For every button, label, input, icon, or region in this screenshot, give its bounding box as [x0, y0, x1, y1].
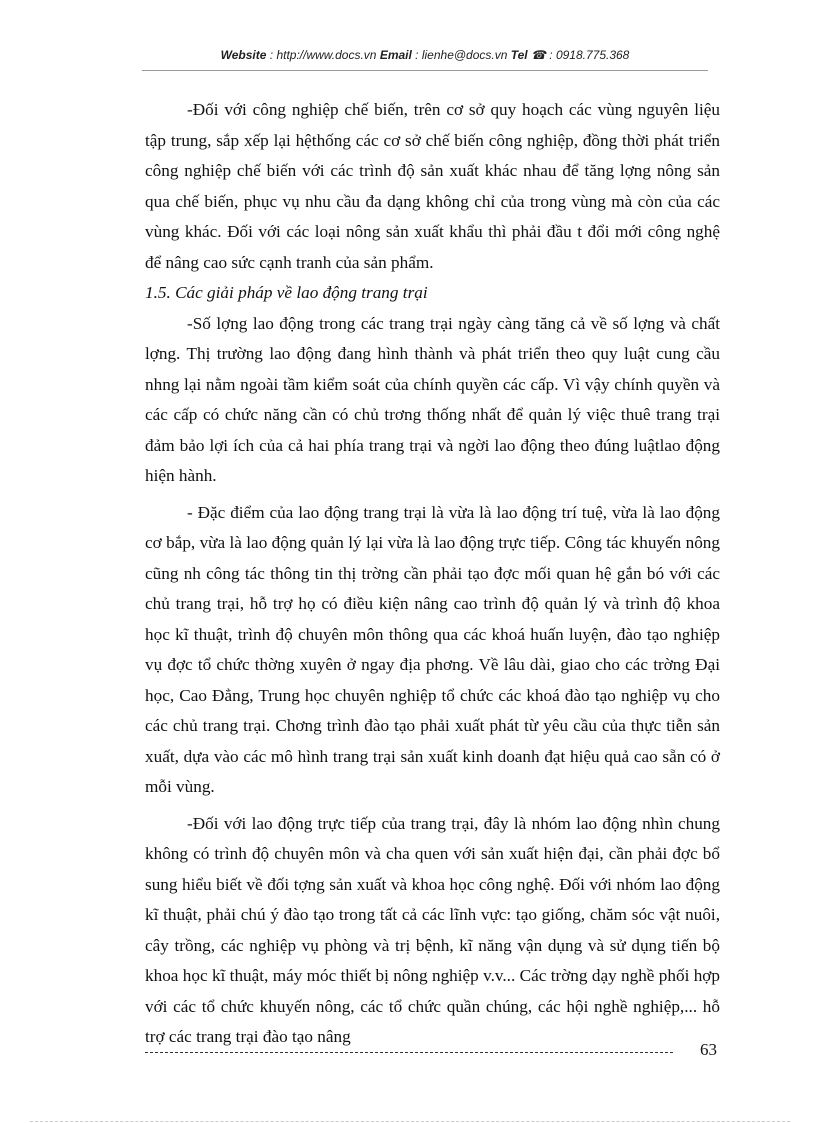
email-link[interactable]: : lienhe@docs.vn [411, 48, 511, 62]
tel-value: ☎ : 0918.775.368 [527, 48, 630, 62]
paragraph-direct-labor: -Đối với lao động trực tiếp của trang trại, đây là nhóm lao động nhìn chung không có trình độ chuyên môn và cha quen với sản xuất hiện đại, cần phải đợc bổ sung hiểu biết về đối tợng sản xuất và khoa học công nghệ. Đối với nhóm lao động kĩ thuật, phải chú ý đào tạo trong tất cả các lĩnh vực: tạo giống, chăm sóc vật nuôi, cây trồng, các nghiệp vụ phòng và trị bệnh, kĩ năng vận dụng và sử dụng tiến bộ khoa học kĩ thuật, máy móc thiết bị nông nghiệp v.v... Các trờng dạy nghề phối hợp với các tổ chức khuyến nông, các tổ chức quần chúng, các hội nghề nghiệp,... hỗ trợ các trang trại đào tạo nâng [145, 813, 720, 1046]
website-label: Website [220, 48, 267, 62]
page-number: 63 [700, 1040, 717, 1059]
paragraph-processing-industry: -Đối với công nghiệp chế biến, trên cơ sở quy hoạch các vùng nguyên liệu tập trung, sắp xếp lại hệthống các cơ sở chế biến công nghiệp, đồng thời phát triển công nghiệp chế biến với các trình độ sản xuất khác nhau để tăng lợng nông sản qua chế biến, phục vụ nhu cầu đa dạng không chỉ của trong vùng mà còn của các vùng khác. Đối với các loại nông sản xuất khẩu thì phải đầu t đổi mới công nghệ để nâng cao sức cạnh tranh của sản phẩm. [145, 100, 720, 272]
section-heading: 1.5. Các giải pháp về lao động trang trại [145, 283, 428, 302]
page-header [145, 48, 705, 62]
paragraph-labor-quantity: -Số lợng lao động trong các trang trại ngày càng tăng cả về số lợng và chất lợng. Thị trường lao động đang hình thành và phát triển theo quy luật cung cầu nhng lại nằm ngoài tầm kiểm soát của chính quyền các cấp. Vì vậy chính quyền và các cấp có chức năng cần có chủ trơng thống nhất để quản lý việc thuê trang trại đảm bảo lợi ích của cả hai phía trang trại và ngời lao động theo đúng luậtlao động hiện hành. [145, 313, 720, 485]
header-divider [142, 70, 708, 71]
document-body [145, 95, 720, 1053]
page-bottom-edge [30, 1121, 790, 1122]
email-label: Email [379, 48, 412, 62]
paragraph-labor-characteristics: - Đặc điểm của lao động trang trại là vừa là lao động trí tuệ, vừa là lao động cơ bắp, vừa là lao động quản lý lại vừa là lao động trực tiếp. Công tác khuyến nông cũng nh công tác thông tin thị trờng cần phải tạo đợc mối quan hệ gắn bó với các chủ trang trại, hỗ trợ họ có điều kiện nâng cao trình độ quản lý và trình độ khoa học kĩ thuật, trình độ chuyên môn thông qua các khoá huấn luyện, đào tạo nghiệp vụ đợc tổ chức thờng xuyên ở ngay địa phơng. Về lâu dài, giao cho các trờng Đại học, Cao Đẳng, Trung học chuyên nghiệp tổ chức các khoá đào tạo nghiệp vụ cho các chủ trang trại. Chơng trình đào tạo phải xuất phát từ yêu cầu của thực tiễn sản xuất, dựa vào các mô hình trang trại sản xuất kinh doanh đạt hiệu quả cao sẵn có ở mỗi vùng. [145, 502, 720, 796]
tel-label: Tel [510, 48, 528, 62]
footer-divider [145, 1052, 673, 1053]
website-link[interactable]: : http://www.docs.vn [266, 48, 380, 62]
